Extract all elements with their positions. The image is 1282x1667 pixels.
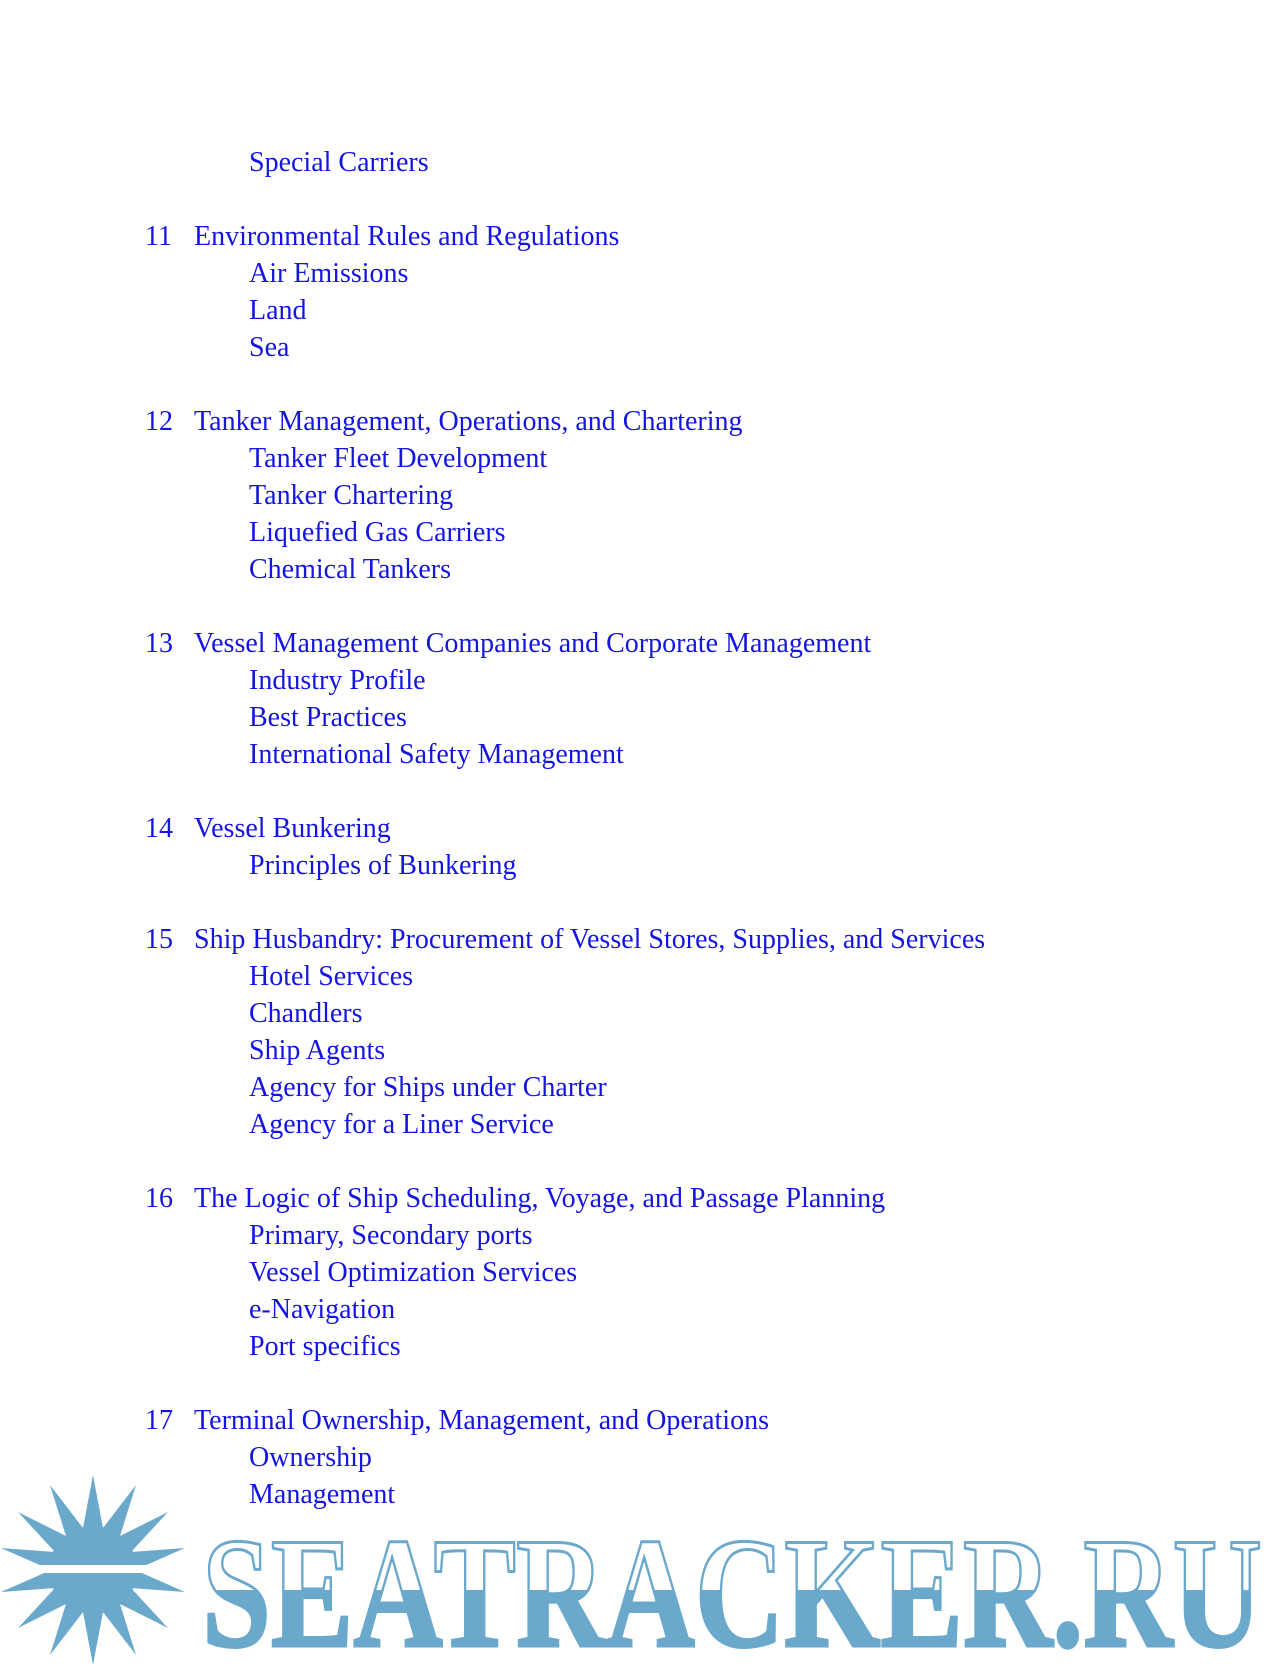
toc-section[interactable]: Sea bbox=[249, 332, 290, 363]
toc-chapter-17[interactable] bbox=[145, 1403, 769, 1439]
toc-section[interactable]: Liquefied Gas Carriers bbox=[249, 517, 506, 548]
toc-section[interactable]: Vessel Optimization Services bbox=[249, 1257, 578, 1288]
toc-section[interactable]: Hotel Services bbox=[249, 961, 414, 992]
toc-section[interactable]: Best Practices bbox=[249, 702, 407, 733]
toc-section[interactable]: Industry Profile bbox=[249, 665, 426, 696]
toc-section[interactable]: Agency for a Liner Service bbox=[249, 1109, 554, 1140]
chapter-number: 14 bbox=[145, 813, 173, 844]
toc-section[interactable]: Tanker Fleet Development bbox=[249, 443, 548, 474]
watermark-text: SEATRACKER.RU bbox=[202, 1506, 1262, 1667]
chapter-title: Vessel Bunkering bbox=[194, 813, 391, 844]
toc-section[interactable]: Air Emissions bbox=[249, 258, 409, 289]
chapter-number: 17 bbox=[145, 1405, 173, 1436]
toc-chapter-14[interactable] bbox=[145, 811, 391, 847]
chapter-title: Tanker Management, Operations, and Chartering bbox=[194, 406, 743, 437]
toc-section[interactable]: Primary, Secondary ports bbox=[249, 1220, 533, 1251]
chapter-number: 12 bbox=[145, 406, 173, 437]
toc-chapter-15[interactable] bbox=[145, 922, 985, 958]
toc-section[interactable]: Chemical Tankers bbox=[249, 554, 452, 585]
toc-section-special-carriers[interactable]: Special Carriers bbox=[249, 147, 429, 178]
chapter-title: Ship Husbandry: Procurement of Vessel Stores, Supplies, and Services bbox=[194, 924, 986, 955]
chapter-number: 11 bbox=[145, 221, 172, 252]
chapter-number: 16 bbox=[145, 1183, 173, 1214]
seatracker-logo bbox=[0, 1470, 1282, 1667]
toc-section[interactable]: Chandlers bbox=[249, 998, 363, 1029]
toc-section[interactable]: Port specifics bbox=[249, 1331, 401, 1362]
chapter-number: 13 bbox=[145, 628, 173, 659]
chapter-number: 15 bbox=[145, 924, 173, 955]
toc-section[interactable]: Management bbox=[249, 1479, 396, 1510]
toc-section[interactable]: Principles of Bunkering bbox=[249, 850, 517, 881]
chapter-title: Environmental Rules and Regulations bbox=[194, 221, 620, 252]
toc-section[interactable]: Ship Agents bbox=[249, 1035, 386, 1066]
toc-chapter-12[interactable] bbox=[145, 404, 743, 440]
toc-chapter-16[interactable] bbox=[145, 1181, 885, 1217]
toc-section[interactable]: International Safety Management bbox=[249, 739, 624, 770]
toc-section[interactable]: e-Navigation bbox=[249, 1294, 396, 1325]
toc-chapter-11[interactable] bbox=[145, 219, 619, 255]
chapter-title: The Logic of Ship Scheduling, Voyage, and Passage Planning bbox=[194, 1183, 886, 1214]
toc-section[interactable]: Ownership bbox=[249, 1442, 372, 1473]
chapter-title: Vessel Management Companies and Corporate Management bbox=[194, 628, 872, 659]
chapter-title: Terminal Ownership, Management, and Operations bbox=[194, 1405, 769, 1436]
toc-section[interactable]: Land bbox=[249, 295, 307, 326]
sun-icon bbox=[0, 1475, 203, 1665]
toc-section[interactable]: Agency for Ships under Charter bbox=[249, 1072, 607, 1103]
toc-section[interactable]: Tanker Chartering bbox=[249, 480, 454, 511]
toc-chapter-13[interactable] bbox=[145, 626, 871, 662]
